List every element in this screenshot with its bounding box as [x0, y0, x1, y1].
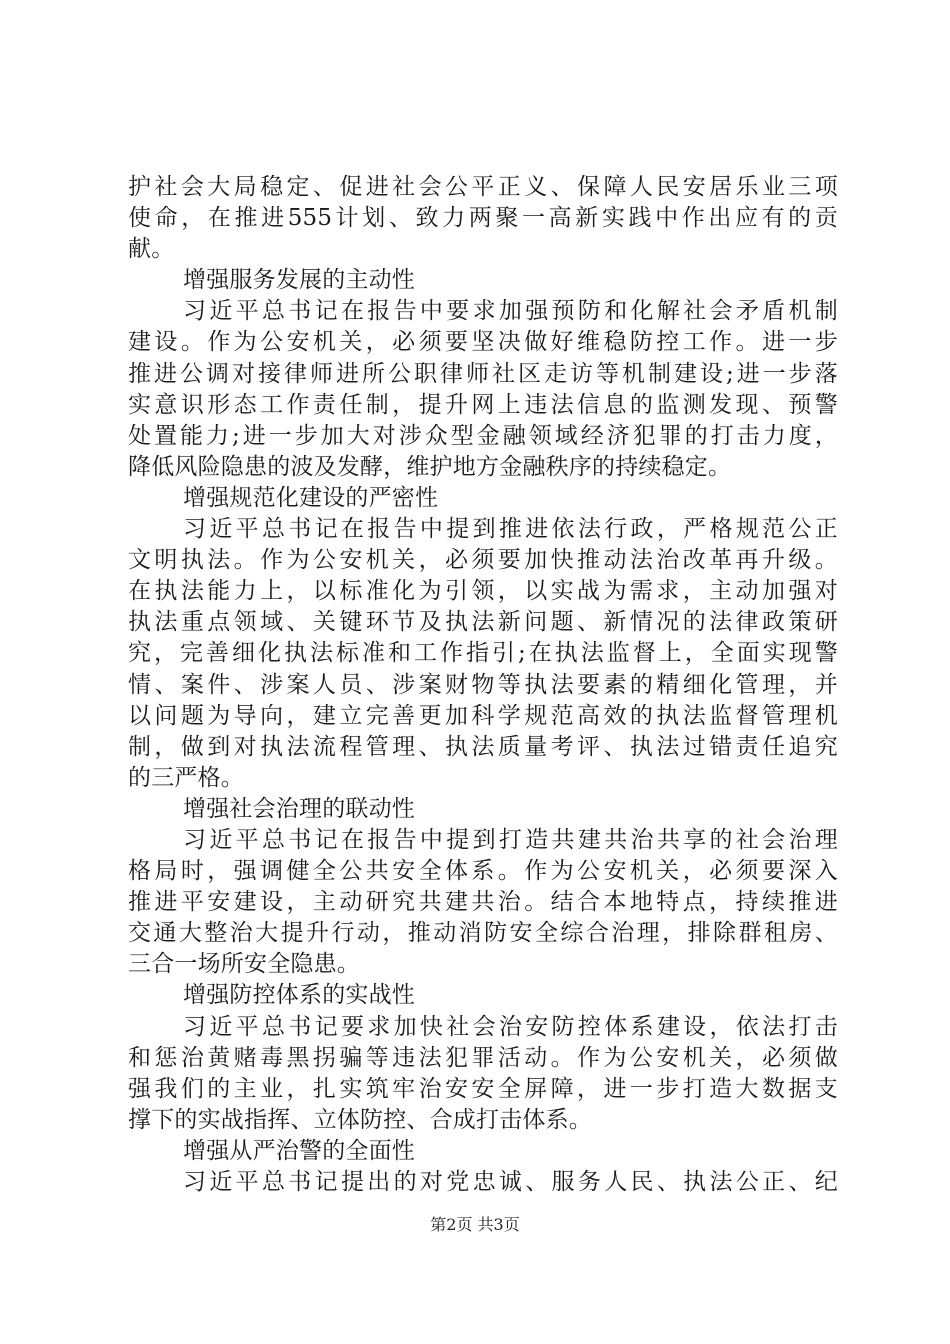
section-heading: 增强防控体系的实战性 — [183, 982, 415, 1009]
section-heading: 增强规范化建设的严密性 — [183, 484, 439, 511]
section-standardization — [128, 483, 838, 794]
text-line: 处置能力;进一步加大对涉众型金融领域经济犯罪的打击力度， — [128, 422, 838, 449]
page-footer: 第2页 共3页 — [430, 1215, 520, 1234]
text-line: 和惩治黄赌毒黑拐骗等违法犯罪活动。作为公安机关，必须做 — [128, 1044, 838, 1071]
text-line: 执法重点领域、关键环节及执法新问题、新情况的法律政策研 — [128, 609, 838, 636]
text-line: 实意识形态工作责任制，提升网上违法信息的监测发现、预警 — [128, 391, 838, 418]
text-line: 在执法能力上，以标准化为引领，以实战为需求，主动加强对 — [128, 578, 838, 605]
text-line: 推进平安建设，主动研究共建共治。结合本地特点，持续推进 — [128, 889, 838, 916]
text-line: 文明执法。作为公安机关，必须要加快推动法治改革再升级。 — [128, 547, 838, 574]
text-line: 习近平总书记在报告中提到打造共建共治共享的社会治理 — [183, 826, 838, 853]
text-line: 三合一场所安全隐患。 — [128, 951, 360, 978]
text-line: 强我们的主业，扎实筑牢治安安全屏障，进一步打造大数据支 — [128, 1075, 838, 1102]
text-line: 建设。作为公安机关，必须要坚决做好维稳防控工作。进一步 — [128, 329, 838, 356]
section-social-governance — [128, 794, 838, 981]
text-line: 推进公调对接律师进所公职律师社区走访等机制建设;进一步落 — [128, 360, 838, 387]
text-line: 献。 — [128, 236, 175, 263]
text-line: 情、案件、涉案人员、涉案财物等执法要素的精细化管理，并 — [128, 671, 838, 698]
text-line: 护社会大局稳定、促进社会公平正义、保障人民安居乐业三项 — [128, 174, 838, 200]
text-line: 习近平总书记提出的对党忠诚、服务人民、执法公正、纪 — [183, 1169, 838, 1195]
section-heading: 增强从严治警的全面性 — [183, 1137, 415, 1164]
section-heading: 增强社会治理的联动性 — [183, 795, 415, 822]
document-body — [128, 172, 838, 1198]
section-heading: 增强服务发展的主动性 — [183, 267, 415, 294]
text-line: 究，完善细化执法标准和工作指引;在执法监督上，全面实现警 — [128, 640, 838, 667]
intro-paragraph — [128, 172, 838, 265]
text-line: 降低风险隐患的波及发酵，维护地方金融秩序的持续稳定。 — [128, 453, 732, 480]
text-line: 撑下的实战指挥、立体防控、合成打击体系。 — [128, 1106, 592, 1133]
section-service-development — [128, 265, 838, 483]
section-prevention-system — [128, 980, 838, 1135]
text-line: 以问题为导向，建立完善更加科学规范高效的执法监督管理机 — [128, 702, 838, 729]
text-line: 使命，在推进555计划、致力两聚一高新实践中作出应有的贡 — [128, 205, 838, 232]
text-line: 习近平总书记要求加快社会治安防控体系建设，依法打击 — [183, 1013, 838, 1040]
text-line: 格局时，强调健全公共安全体系。作为公安机关，必须要深入 — [128, 858, 838, 885]
text-line: 交通大整治大提升行动，推动消防安全综合治理，排除群租房、 — [128, 920, 838, 947]
text-line: 习近平总书记在报告中要求加强预防和化解社会矛盾机制 — [183, 298, 838, 325]
section-strict-police-governance — [128, 1136, 838, 1198]
text-line: 的三严格。 — [128, 764, 244, 791]
text-line: 制，做到对执法流程管理、执法质量考评、执法过错责任追究 — [128, 733, 838, 760]
text-line: 习近平总书记在报告中提到推进依法行政，严格规范公正 — [183, 516, 838, 543]
